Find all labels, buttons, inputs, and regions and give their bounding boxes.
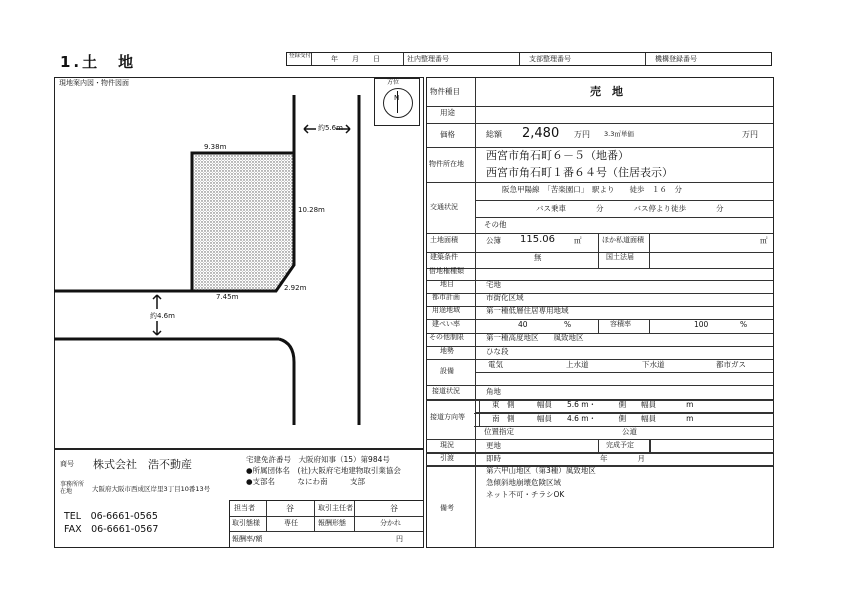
staff-label: 担当者 bbox=[234, 504, 255, 512]
transport-label: 交通状況 bbox=[430, 203, 458, 211]
staff-grid bbox=[229, 500, 424, 548]
area-unit: ㎡ bbox=[574, 236, 582, 245]
type-label: 物件種目 bbox=[430, 87, 460, 96]
remark-1: 第六甲山地区（第3種）風致地区 bbox=[486, 466, 596, 475]
lot-shape bbox=[192, 153, 294, 291]
dim-bottom: 7.45m bbox=[216, 293, 239, 301]
status-label: 現況 bbox=[440, 441, 454, 449]
facility-1: 電気 bbox=[488, 360, 503, 369]
compass-box bbox=[374, 78, 420, 126]
terrain-value: ひな段 bbox=[486, 347, 509, 356]
map-title: 現地案内図・物件図面 bbox=[59, 79, 129, 87]
road-access-value: 角地 bbox=[486, 387, 501, 396]
remark-3: ネット不可・チラシOK bbox=[486, 490, 565, 499]
branch-line: ●支部名 なにわ南 支部 bbox=[246, 477, 366, 486]
transport-other: その他 bbox=[484, 220, 507, 229]
registered-label: 登録受付 bbox=[289, 53, 312, 59]
private-road-label: ほか私道面積 bbox=[602, 236, 644, 244]
license-line: 宅建免許番号 大阪府知事（15）第984号 bbox=[246, 455, 390, 464]
location-label: 物件所在地 bbox=[429, 160, 464, 168]
price-value: 2,480 bbox=[522, 126, 560, 141]
city-plan-label: 都市計画 bbox=[432, 293, 460, 301]
chief-value: 谷 bbox=[390, 504, 398, 513]
registered-date: 年 月 日 bbox=[331, 55, 380, 63]
compass-n: N bbox=[394, 94, 400, 102]
road-top-width: 約5.6m bbox=[318, 124, 343, 132]
bcr-unit: % bbox=[564, 320, 572, 329]
deal-mode-label: 取引態様 bbox=[232, 519, 260, 527]
fee-mode-value: 分かれ bbox=[380, 519, 401, 527]
area-label: 土地面積 bbox=[430, 236, 458, 244]
zoning-label: 用途地域 bbox=[432, 306, 460, 314]
use-label: 用途 bbox=[440, 108, 455, 117]
facilities-label: 設備 bbox=[440, 367, 454, 375]
property-table bbox=[426, 77, 774, 548]
org-register-no-label: 機構登録番号 bbox=[655, 55, 697, 63]
far-value: 100 bbox=[694, 320, 709, 329]
site-map bbox=[54, 77, 424, 449]
facility-2: 上水道 bbox=[566, 360, 589, 369]
header-box bbox=[286, 52, 772, 66]
company-address: 大阪府大阪市西成区岸里3丁目10番13号 bbox=[92, 485, 211, 493]
road-access-label: 接道状況 bbox=[432, 387, 460, 395]
other-limits-value: 第一種高度地区 風致地区 bbox=[486, 333, 584, 342]
remark-2: 急傾斜地崩壊危険区域 bbox=[486, 478, 561, 487]
branch-mgmt-no-label: 支部整理番号 bbox=[529, 55, 571, 63]
staff-value: 谷 bbox=[286, 504, 294, 513]
facility-4: 都市ガス bbox=[716, 360, 746, 369]
national-land-label: 国土法届 bbox=[606, 253, 634, 261]
bcr-value: 40 bbox=[518, 320, 528, 329]
type-value: 売 地 bbox=[590, 85, 623, 98]
road-1: 東 側 幅員 5.6 m・ 側 幅員 m bbox=[492, 400, 694, 409]
chimoku-label: 地目 bbox=[440, 280, 454, 288]
price-total-label: 総額 bbox=[486, 130, 502, 139]
other-limits-label: その他制限 bbox=[429, 333, 464, 341]
location-1: 西宮市角石町６－５（地番） bbox=[486, 149, 629, 162]
company-name-label: 商号 bbox=[60, 460, 74, 468]
build-cond-label: 建築条件 bbox=[430, 253, 458, 261]
office-label: 事務所所在地 bbox=[60, 481, 85, 495]
private-road-unit: ㎡ bbox=[760, 236, 768, 245]
assoc-line: ●所属団体名 (社)大阪府宅地建物取引業協会 bbox=[246, 466, 401, 475]
city-plan-value: 市街化区域 bbox=[486, 293, 524, 302]
tsubo-unit: 万円 bbox=[742, 130, 758, 139]
deal-mode-value: 専任 bbox=[284, 519, 298, 527]
dim-right: 10.28m bbox=[298, 206, 325, 214]
company-fax: FAX 06-6661-0567 bbox=[64, 524, 159, 535]
road-public: 公道 bbox=[622, 427, 637, 436]
fee-mode-label: 報酬形態 bbox=[318, 519, 346, 527]
remarks-label: 備考 bbox=[440, 504, 454, 512]
facility-3: 下水道 bbox=[642, 360, 665, 369]
company-mgmt-no-label: 社内整理番号 bbox=[407, 55, 449, 63]
road-left-width: 約4.6m bbox=[150, 312, 175, 320]
area-value: 115.06 bbox=[520, 234, 555, 245]
tsubo-label: 3.3㎡単価 bbox=[604, 130, 634, 138]
dim-corner: 2.92m bbox=[284, 284, 307, 292]
handover-date: 年 月 bbox=[600, 454, 645, 463]
fee-unit: 円 bbox=[396, 535, 403, 543]
section-title: 1.土 地 bbox=[60, 53, 137, 71]
road-2: 南 側 幅員 4.6 m・ 側 幅員 m bbox=[492, 414, 694, 423]
location-2: 西宮市角石町１番６４号（住居表示） bbox=[486, 166, 673, 179]
terrain-label: 地勢 bbox=[440, 347, 454, 355]
handover-label: 引渡 bbox=[440, 454, 454, 462]
compass-label: 方位 bbox=[387, 79, 400, 86]
bcr-label: 建ぺい率 bbox=[432, 320, 460, 328]
company-name: 株式会社 浩不動産 bbox=[93, 458, 192, 471]
price-label: 価格 bbox=[440, 130, 455, 139]
company-tel: TEL 06-6661-0565 bbox=[64, 511, 158, 522]
compass-icon bbox=[383, 88, 413, 118]
fee-rate-label: 報酬率/額 bbox=[232, 535, 263, 543]
handover-value: 即時 bbox=[486, 454, 501, 463]
bus-line: バス乗車 分 バス停より徒歩 分 bbox=[536, 204, 724, 213]
status-value: 更地 bbox=[486, 441, 501, 450]
chief-label: 取引主任者 bbox=[318, 504, 353, 512]
far-unit: % bbox=[740, 320, 748, 329]
chimoku-value: 宅地 bbox=[486, 280, 501, 289]
far-label: 容積率 bbox=[610, 320, 631, 328]
land-rights-label: 借地権種類 bbox=[429, 267, 464, 275]
build-cond-value: 無 bbox=[534, 253, 542, 262]
area-kind: 公簿 bbox=[486, 236, 501, 245]
road-dir-label: 接道方向等 bbox=[430, 413, 465, 421]
price-unit: 万円 bbox=[574, 130, 590, 139]
transport-line: 阪急甲陽線 「苦楽園口」 駅より 徒歩 １６ 分 bbox=[502, 185, 682, 194]
zoning-value: 第一種低層住居専用地域 bbox=[486, 306, 569, 315]
road-designation-label: 位置指定 bbox=[484, 427, 514, 436]
dim-top: 9.38m bbox=[204, 143, 227, 151]
completion-label: 完成予定 bbox=[606, 441, 634, 449]
